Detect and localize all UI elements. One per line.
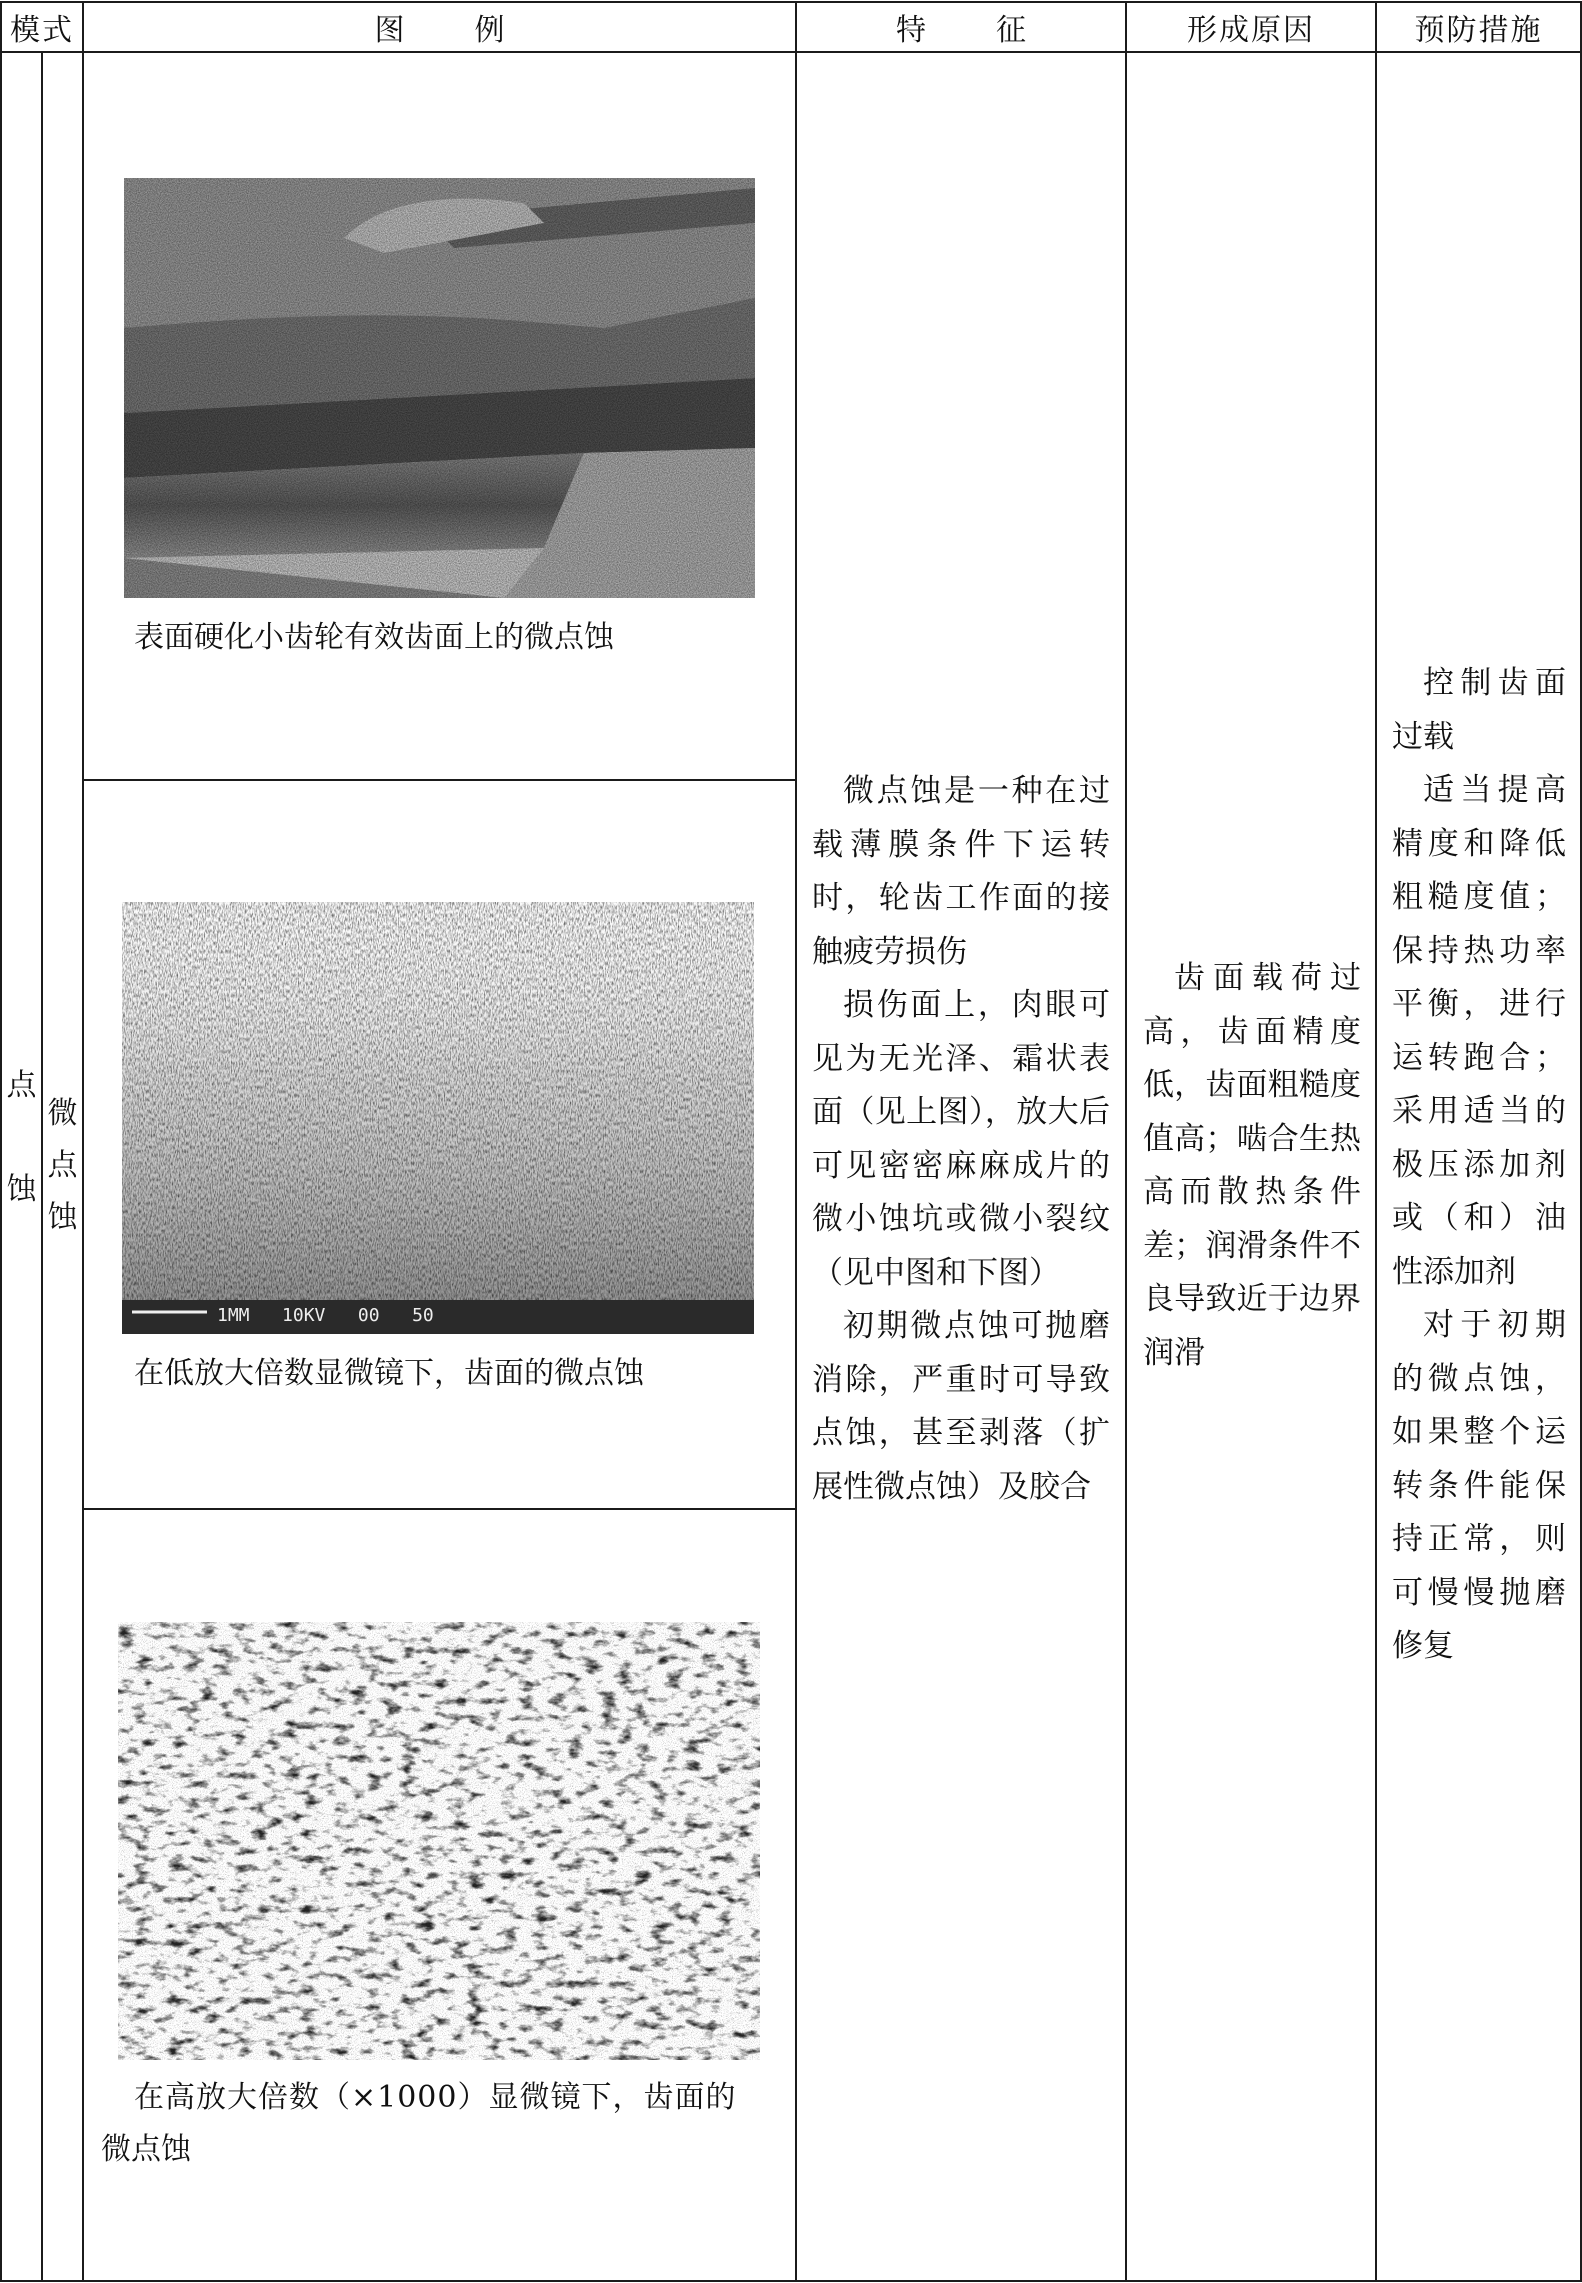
header-mode	[2, 3, 82, 51]
figure1-caption	[134, 612, 784, 664]
header-cause	[1127, 3, 1375, 51]
micrograph-scale-text: 1MM 10KV 00 50	[217, 1305, 434, 1326]
mode-outer-char2: 蚀	[6, 1172, 37, 1207]
header-legend	[84, 3, 795, 51]
figure3-caption	[101, 2072, 781, 2176]
prevention-paragraph-1: 控制齿面过载	[1392, 665, 1566, 755]
figure1-bottom-border	[83, 779, 796, 781]
prevention-paragraph-2: 适当提高精度和降低粗糙度值；保持热功率平衡，进行运转跑合；采用适当的极压添加剂或（和）油性添加剂	[1392, 772, 1566, 1290]
feature-paragraph-1: 微点蚀是一种在过载薄膜条件下运转时，轮齿工作面的接触疲劳损伤	[812, 773, 1110, 970]
micrograph-gear-surface	[124, 178, 755, 598]
feature-paragraph-3: 初期微点蚀可抛磨消除，严重时可导致点蚀，甚至剥落（扩展性微点蚀）及胶合	[812, 1308, 1110, 1505]
header-prevention-text: 预防措施	[1414, 13, 1543, 48]
header-mode-text: 模式	[10, 13, 74, 48]
header-prevention	[1377, 3, 1580, 51]
cause-column-border	[1375, 1, 1377, 2282]
figure3-caption-line1: 在高放大倍数（×1000）显微镜下，齿面的	[134, 2080, 737, 2115]
header-cause-text: 形成原因	[1187, 13, 1315, 48]
prevention-paragraph-3: 对于初期的微点蚀，如果整个运转条件能保持正常，则可慢慢抛磨修复	[1392, 1307, 1566, 1664]
figure2-caption-text: 在低放大倍数显微镜下，齿面的微点蚀	[134, 1356, 644, 1391]
header-bottom-border	[0, 51, 1582, 53]
mode-label-outer	[2, 1060, 41, 1216]
micrograph-low-magnification	[122, 902, 754, 1334]
feature-column-border	[1125, 1, 1127, 2282]
header-legend-char1: 图	[374, 13, 405, 48]
micrograph-high-magnification	[118, 1622, 760, 2060]
legend-column-border	[795, 1, 797, 2282]
feature-paragraph-2: 损伤面上，肉眼可见为无光泽、霜状表面（见上图），放大后可见密密麻麻成片的微小蚀坑或微小裂纹（见中图和下图）	[812, 987, 1110, 1291]
mode-inner-char2: 点	[47, 1148, 78, 1183]
mode-outer-char1: 点	[6, 1068, 37, 1103]
cause-text	[1143, 952, 1361, 1380]
mode-column-border	[82, 1, 84, 2282]
cause-paragraph-1: 齿面载荷过高，齿面精度低，齿面粗糙度值高；啮合生热高而散热条件差；润滑条件不良导致近于边界润滑	[1143, 960, 1361, 1371]
figure2-caption	[134, 1348, 784, 1400]
header-legend-char2: 例	[474, 13, 505, 48]
mode-label-inner	[43, 1088, 82, 1244]
header-feature-char2: 征	[996, 13, 1026, 48]
prevention-text	[1392, 657, 1566, 1674]
figure2-bottom-border	[83, 1508, 796, 1510]
header-feature	[797, 3, 1125, 51]
header-feature-char1: 特	[896, 13, 926, 48]
figure3-caption-line2: 微点蚀	[101, 2132, 191, 2167]
mode-inner-char1: 微	[47, 1096, 78, 1131]
figure1-caption-text: 表面硬化小齿轮有效齿面上的微点蚀	[134, 620, 614, 655]
table-bottom-border	[0, 2280, 1582, 2282]
feature-text	[812, 765, 1110, 1514]
mode-inner-char3: 蚀	[47, 1200, 78, 1235]
